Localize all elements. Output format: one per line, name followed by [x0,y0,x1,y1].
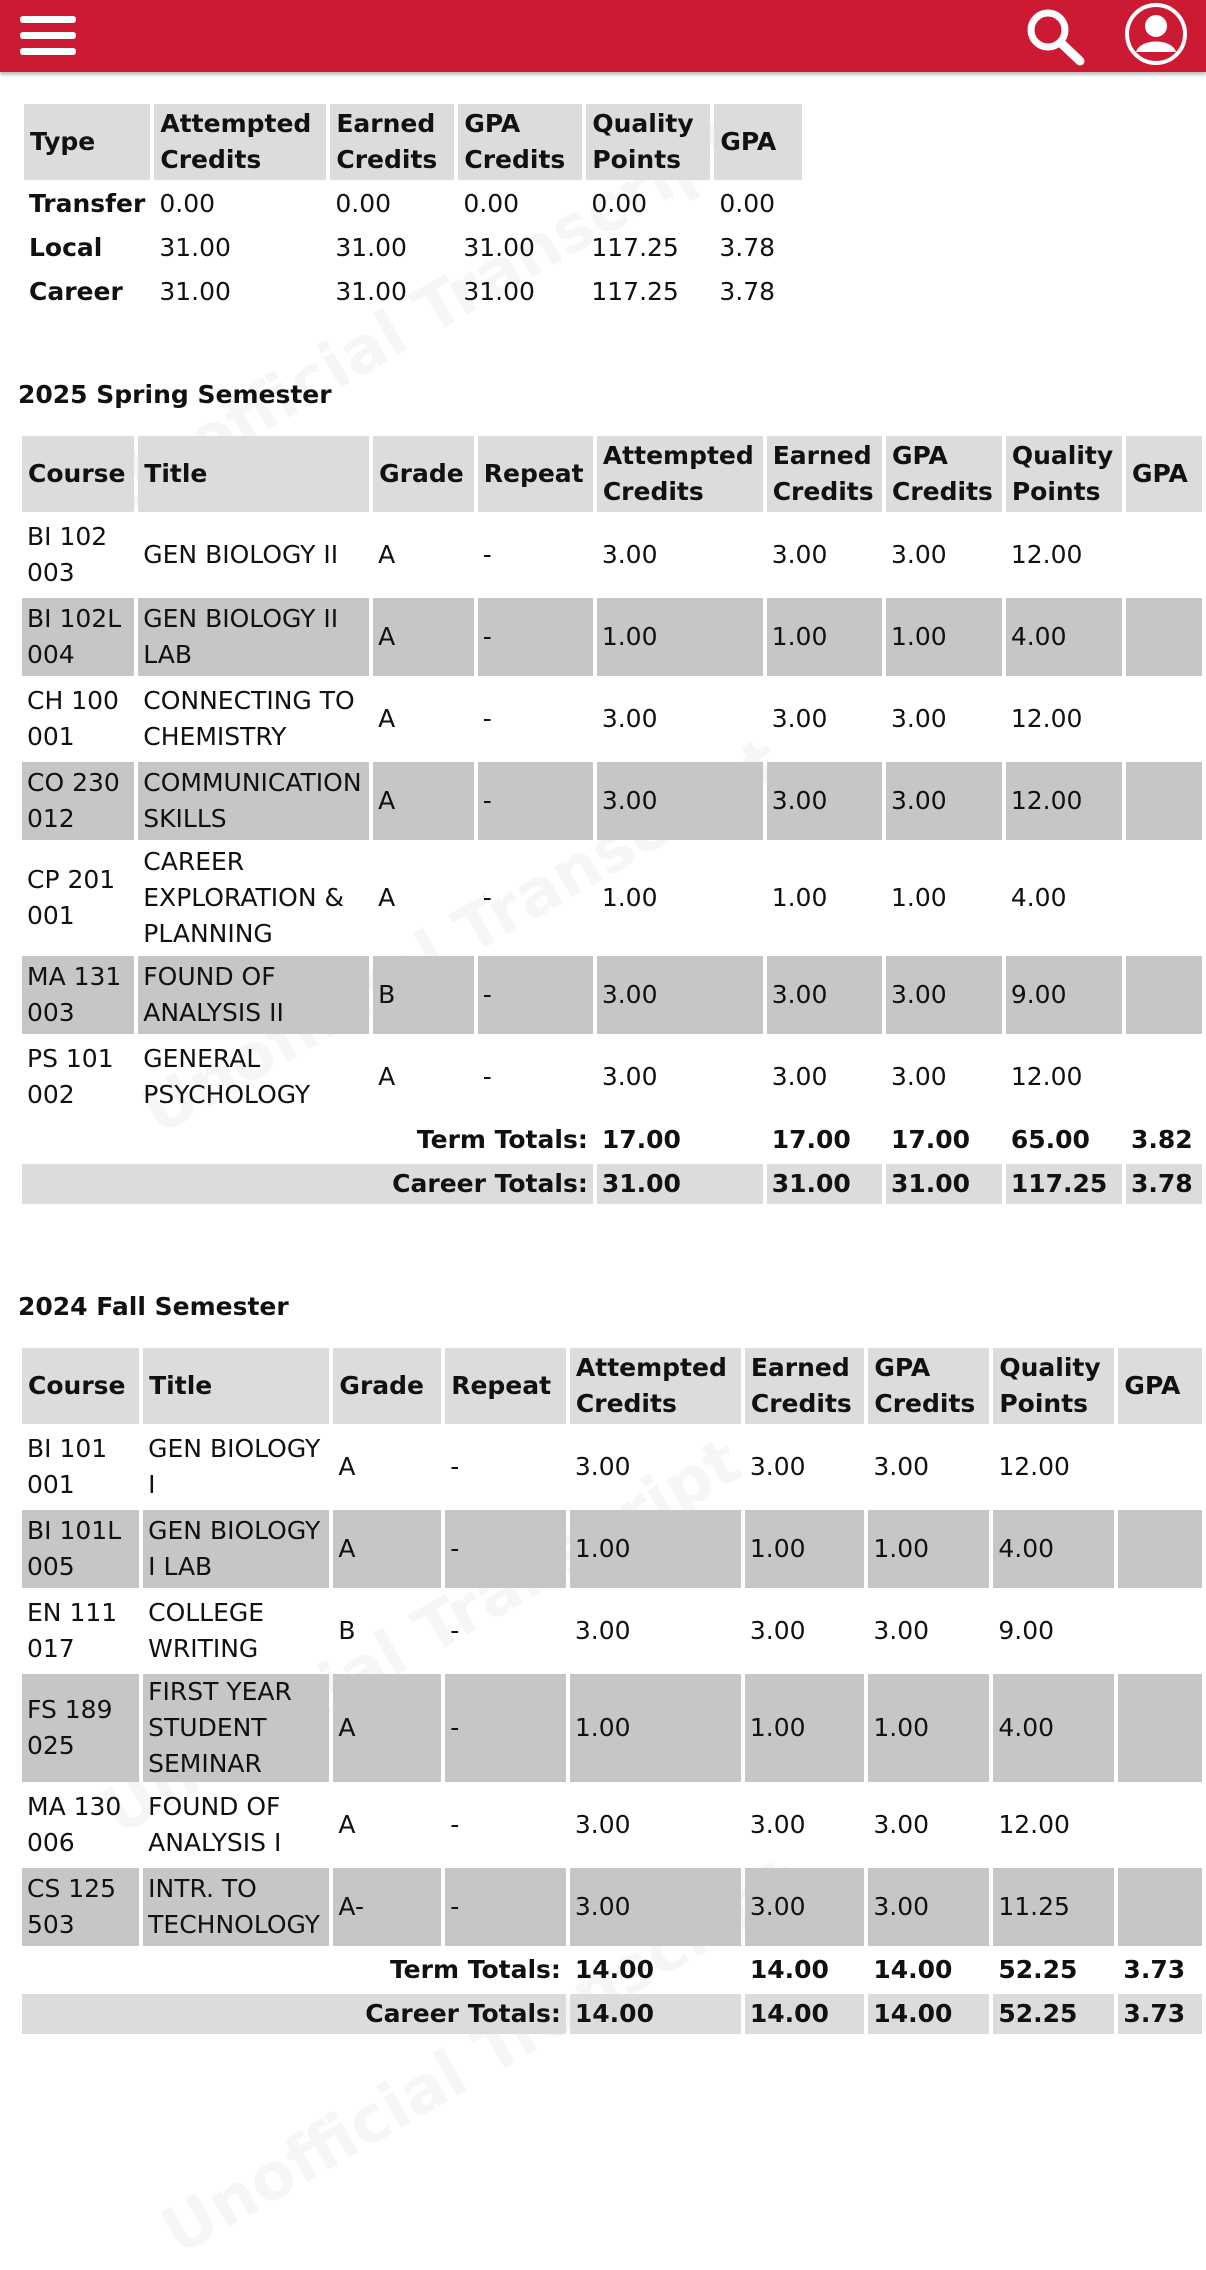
course-title: COMMUNICATION SKILLS [138,762,369,840]
attempted-credits: 3.00 [574,1452,631,1481]
table-row [22,516,1202,594]
repeat: - [478,762,593,840]
totals-value: 14.00 [570,1994,741,2034]
course-code: FS 189 025 [22,1674,139,1782]
term-totals-row [22,1120,1202,1160]
totals-value: 52.25 [998,1955,1078,1984]
repeat: - [478,598,593,676]
gpa-credits: 1.00 [868,1510,989,1588]
summary-cell: 0.00 [335,189,392,218]
quality-points: 12.00 [1010,704,1083,733]
grade: A- [333,1868,441,1946]
summary-cell: 3.78 [719,277,776,306]
term-heading: 2025 Spring Semester [18,380,332,409]
attempted-credits: 1.00 [570,1674,741,1782]
gpa [1118,1592,1202,1670]
gpa [1126,762,1202,840]
gpa [1126,1038,1202,1116]
table-row [22,1510,1202,1588]
hamburger-menu-icon[interactable] [20,12,76,60]
totals-value: 14.00 [745,1994,865,2034]
course-code: BI 102 003 [27,522,108,587]
quality-points: 12.00 [1010,540,1083,569]
gpa-credits: 3.00 [886,762,1002,840]
gpa [1126,516,1202,594]
gpa [1118,1868,1202,1946]
attempted-credits: 1.00 [597,598,763,676]
column-header: Grade [333,1348,441,1424]
gpa-credits: 3.00 [868,1868,989,1946]
totals-label: Term Totals: [389,1955,561,1984]
totals-value: 52.25 [993,1994,1114,2034]
gpa-credits: 3.00 [873,1810,930,1839]
totals-value: 3.73 [1118,1994,1202,2034]
quality-points: 12.00 [1010,1062,1083,1091]
repeat: - [482,704,492,733]
earned-credits: 1.00 [745,1510,865,1588]
repeat: - [482,883,492,912]
column-header: GPA [1118,1348,1202,1424]
gpa-credits: 1.00 [891,883,947,912]
attempted-credits: 1.00 [570,1510,741,1588]
table-row [22,1868,1202,1946]
quality-points: 9.00 [998,1616,1055,1645]
totals-value: 14.00 [868,1994,989,2034]
column-header: Quality Points [1006,436,1122,512]
term-course-table [18,432,1206,1208]
gpa [1118,1786,1202,1864]
totals-value: 3.82 [1130,1125,1193,1154]
course-title: COLLEGE WRITING [148,1598,265,1663]
totals-value: 17.00 [891,1125,971,1154]
totals-value: 31.00 [886,1164,1002,1204]
grade: A [338,1452,356,1481]
totals-value: 31.00 [597,1164,763,1204]
course-code: BI 102L 004 [22,598,134,676]
gpa-credits: 3.00 [873,1616,930,1645]
column-header: Attempted Credits [570,1348,741,1424]
credit-summary-table [20,100,806,316]
column-header: Quality Points [993,1348,1114,1424]
course-code: CO 230 012 [22,762,134,840]
course-title: GEN BIOLOGY I [148,1434,321,1499]
totals-value: 17.00 [601,1125,681,1154]
gpa [1118,1674,1202,1782]
row-type-label: Career [29,277,123,306]
summary-cell: 0.00 [463,189,520,218]
totals-value: 14.00 [574,1955,654,1984]
course-title: GENERAL PSYCHOLOGY [143,1044,311,1109]
table-row [22,1428,1202,1506]
gpa [1126,844,1202,952]
summary-cell: 31.00 [159,277,231,306]
earned-credits: 3.00 [745,1868,865,1946]
course-code: CH 100 001 [27,686,119,751]
column-header: Earned Credits [767,436,882,512]
repeat: - [450,1810,460,1839]
column-header: Attempted Credits [154,104,326,180]
career-totals-row [22,1164,1202,1204]
quality-points: 11.25 [993,1868,1114,1946]
quality-points: 12.00 [998,1452,1070,1481]
table-header-row [22,436,1202,512]
summary-cell: 3.78 [719,233,776,262]
quality-points: 9.00 [1006,956,1122,1034]
summary-cell: 117.25 [591,277,679,306]
course-code: MA 131 003 [22,956,134,1034]
course-title: FOUND OF ANALYSIS I [148,1792,282,1857]
grade: A [373,762,474,840]
attempted-credits: 3.00 [597,956,763,1034]
quality-points: 4.00 [993,1510,1114,1588]
column-header: GPA [1126,436,1202,512]
summary-cell: 31.00 [159,233,231,262]
course-title: CONNECTING TO CHEMISTRY [143,686,355,751]
totals-value: 31.00 [767,1164,882,1204]
attempted-credits: 3.00 [601,1062,658,1091]
summary-cell: 117.25 [591,233,679,262]
column-header: Grade [373,436,474,512]
course-code: EN 111 017 [27,1598,118,1663]
grade: B [373,956,474,1034]
summary-cell: 31.00 [463,233,535,262]
gpa-credits: 3.00 [891,704,947,733]
table-row [22,1786,1202,1864]
row-type-label: Transfer [29,189,146,218]
summary-cell: 31.00 [335,277,407,306]
course-title: FOUND OF ANALYSIS II [138,956,369,1034]
repeat: - [450,1616,460,1645]
grade: B [338,1616,356,1645]
summary-cell: 31.00 [335,233,407,262]
table-row [22,1038,1202,1116]
gpa [1126,680,1202,758]
earned-credits: 3.00 [771,540,828,569]
gpa [1126,598,1202,676]
summary-cell: 0.00 [159,189,216,218]
grade: A [378,540,396,569]
grade: A [378,704,396,733]
earned-credits: 1.00 [745,1674,865,1782]
attempted-credits: 3.00 [574,1810,631,1839]
column-header: Earned Credits [745,1348,865,1424]
summary-row [24,272,802,312]
repeat: - [482,540,492,569]
earned-credits: 3.00 [771,704,828,733]
course-title: GEN BIOLOGY II [143,540,339,569]
grade: A [338,1810,356,1839]
grade: A [333,1674,441,1782]
course-title: GEN BIOLOGY I LAB [143,1510,329,1588]
column-header: GPA Credits [886,436,1002,512]
course-code: PS 101 002 [27,1044,114,1109]
totals-value: 65.00 [1010,1125,1090,1154]
table-row [22,680,1202,758]
grade: A [378,1062,396,1091]
summary-row [24,184,802,224]
column-header: Earned Credits [330,104,454,180]
quality-points: 12.00 [1006,762,1122,840]
table-header-row [24,104,802,180]
column-header: GPA Credits [868,1348,989,1424]
course-code: BI 101 001 [27,1434,108,1499]
column-header: Quality Points [586,104,710,180]
column-header: GPA Credits [458,104,582,180]
repeat: - [482,1062,492,1091]
repeat: - [445,1510,566,1588]
totals-value: 117.25 [1006,1164,1122,1204]
course-title: FIRST YEAR STUDENT SEMINAR [143,1674,329,1782]
summary-cell: 0.00 [591,189,648,218]
attempted-credits: 3.00 [597,762,763,840]
column-header: Course [22,1348,139,1424]
top-app-bar [0,0,1206,72]
course-title: INTR. TO TECHNOLOGY [143,1868,329,1946]
gpa-credits: 1.00 [886,598,1002,676]
term-totals-row [22,1950,1202,1990]
column-header: Type [24,104,150,180]
totals-value: 3.78 [1126,1164,1202,1204]
totals-label: Career Totals: [22,1994,566,2034]
term-course-table [18,1344,1206,2038]
table-row [22,598,1202,676]
summary-cell: 0.00 [719,189,776,218]
table-row [22,956,1202,1034]
attempted-credits: 3.00 [601,704,658,733]
summary-cell: 31.00 [463,277,535,306]
course-code: CP 201 001 [27,865,116,930]
totals-label: Career Totals: [22,1164,593,1204]
user-avatar-icon[interactable] [1124,2,1188,66]
grade: A [378,883,396,912]
table-row [22,1592,1202,1670]
column-header: Course [22,436,134,512]
attempted-credits: 3.00 [601,540,658,569]
row-type-label: Local [29,233,103,262]
summary-row [24,228,802,268]
quality-points: 12.00 [998,1810,1070,1839]
course-code: MA 130 006 [27,1792,122,1857]
quality-points: 4.00 [993,1674,1114,1782]
table-row [22,762,1202,840]
gpa [1126,956,1202,1034]
column-header: Title [143,1348,329,1424]
gpa-credits: 3.00 [891,540,947,569]
earned-credits: 3.00 [749,1810,806,1839]
column-header: GPA [714,104,802,180]
repeat: - [478,956,593,1034]
totals-value: 17.00 [771,1125,851,1154]
earned-credits: 1.00 [767,598,882,676]
totals-value: 3.73 [1123,1955,1186,1984]
earned-credits: 3.00 [767,762,882,840]
gpa-credits: 3.00 [886,956,1002,1034]
table-header-row [22,1348,1202,1424]
grade: A [333,1510,441,1588]
quality-points: 4.00 [1006,598,1122,676]
totals-label: Term Totals: [416,1125,588,1154]
column-header: Repeat [445,1348,566,1424]
table-row [22,844,1202,952]
earned-credits: 3.00 [749,1452,806,1481]
column-header: Attempted Credits [597,436,763,512]
course-code: BI 101L 005 [22,1510,139,1588]
repeat: - [445,1674,566,1782]
course-code: CS 125 503 [22,1868,139,1946]
term-heading: 2024 Fall Semester [18,1292,289,1321]
earned-credits: 3.00 [767,956,882,1034]
attempted-credits: 3.00 [574,1616,631,1645]
earned-credits: 1.00 [771,883,828,912]
column-header: Title [138,436,369,512]
gpa-credits: 1.00 [868,1674,989,1782]
search-icon[interactable] [1024,6,1086,66]
totals-value: 14.00 [873,1955,953,1984]
table-row [22,1674,1202,1782]
column-header: Repeat [478,436,593,512]
earned-credits: 3.00 [749,1616,806,1645]
totals-value: 14.00 [749,1955,829,1984]
earned-credits: 3.00 [771,1062,828,1091]
career-totals-row [22,1994,1202,2034]
grade: A [373,598,474,676]
attempted-credits: 3.00 [570,1868,741,1946]
gpa-credits: 3.00 [891,1062,947,1091]
attempted-credits: 1.00 [601,883,658,912]
gpa [1118,1510,1202,1588]
course-title: GEN BIOLOGY II LAB [138,598,369,676]
course-title: CAREER EXPLORATION & PLANNING [143,847,344,948]
gpa-credits: 3.00 [873,1452,930,1481]
quality-points: 4.00 [1010,883,1067,912]
repeat: - [450,1452,460,1481]
gpa [1118,1428,1202,1506]
repeat: - [445,1868,566,1946]
